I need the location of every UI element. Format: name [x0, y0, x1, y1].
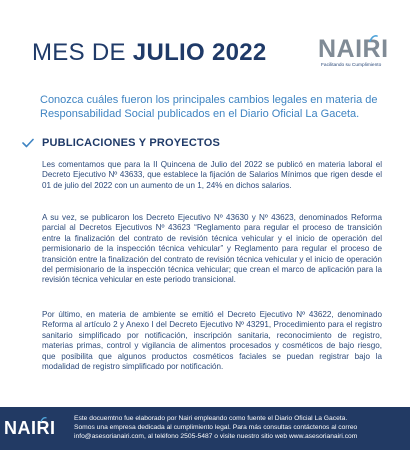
footer-line-about: Somos una empresa dedicada al cumplimiento legal. Para más consultas contáctenos al correo — [74, 424, 358, 432]
title-light: MES DE — [32, 39, 133, 66]
logo-tagline: Facilitando su Cumplimiento — [321, 63, 382, 68]
header — [0, 0, 410, 80]
footer-line-contact: info@asesorianairi.com, al teléfono 2505-5487 o visite nuestro sitio web www.asesorianairi.com — [74, 433, 358, 441]
paragraph-revision-tecnica: A su vez, se publicaron los Decreto Ejecutivo Nº 43630 y Nº 43623, denominados Reforma parcial al Decretos Ejecutivos Nº 43623 “Reglamento para regular el proceso de transición entre la finalización del contrato de revisión técnica vehicular y el inicio de operación del permisionario de la inspección técnica vehicular” y Reglamento para regular el proceso de transición entre la finalización del contrato de revisión técnica vehicular y el inicio de operación del permisionario de la inspección técnica vehicular; que crean el marco de aplicación para la revisión técnica vehicular en este periodo transicional. — [42, 213, 382, 285]
section-title: PUBLICACIONES Y PROYECTOS — [42, 137, 220, 149]
nairi-logo — [318, 35, 389, 76]
title-bold: JULIO 2022 — [132, 39, 267, 66]
check-icon — [22, 138, 34, 148]
section-header — [22, 136, 382, 152]
logo-wordmark: NAIRI — [318, 35, 389, 63]
paragraph-salarios: Les comentamos que para la II Quincena de Julio del 2022 se publicó en materia laboral el Decreto Ejecutivo Nº 43633, que establece la fijación de Salarios Mínimos que rigen desde el 01 de julio del 2022 con un aumento de un 1, 24% en dichos salarios. — [42, 160, 382, 190]
footer-text — [74, 414, 408, 442]
footer-line-source: Este docuemtno fue elaborado por Nairi empleando como fuente el Diario Oficial La Gaceta. — [74, 415, 348, 422]
footer — [0, 407, 410, 450]
paragraph-ambiente: Por último, en materia de ambiente se emitió el Decreto Ejecutivo Nº 43622, denominado Reforma al artículo 2 y Anexo I del Decreto Ejecutivo Nº 43291, Procedimiento para el registro sanitario simplificado por notificación, inscripción sanitaria, reconocimiento de registro, materias primas, control y vigilancia de alimentos procesados y cosméticos de bajo riesgo, que posibilita que algunos productos cosméticos faciales se puedan registrar bajo la modalidad de registro simplificado por notificación. — [42, 310, 382, 372]
footer-logo-wordmark: NAIRI — [4, 418, 56, 438]
logo-accent-icon — [369, 35, 378, 42]
intro-text: Conozca cuáles fueron los principales cambios legales en materia de Responsabilidad Social publicados en el Diario Oficial La Gaceta. — [40, 94, 378, 120]
footer-logo — [4, 417, 60, 441]
footer-logo-accent-icon — [40, 417, 47, 422]
page-title — [32, 40, 267, 66]
